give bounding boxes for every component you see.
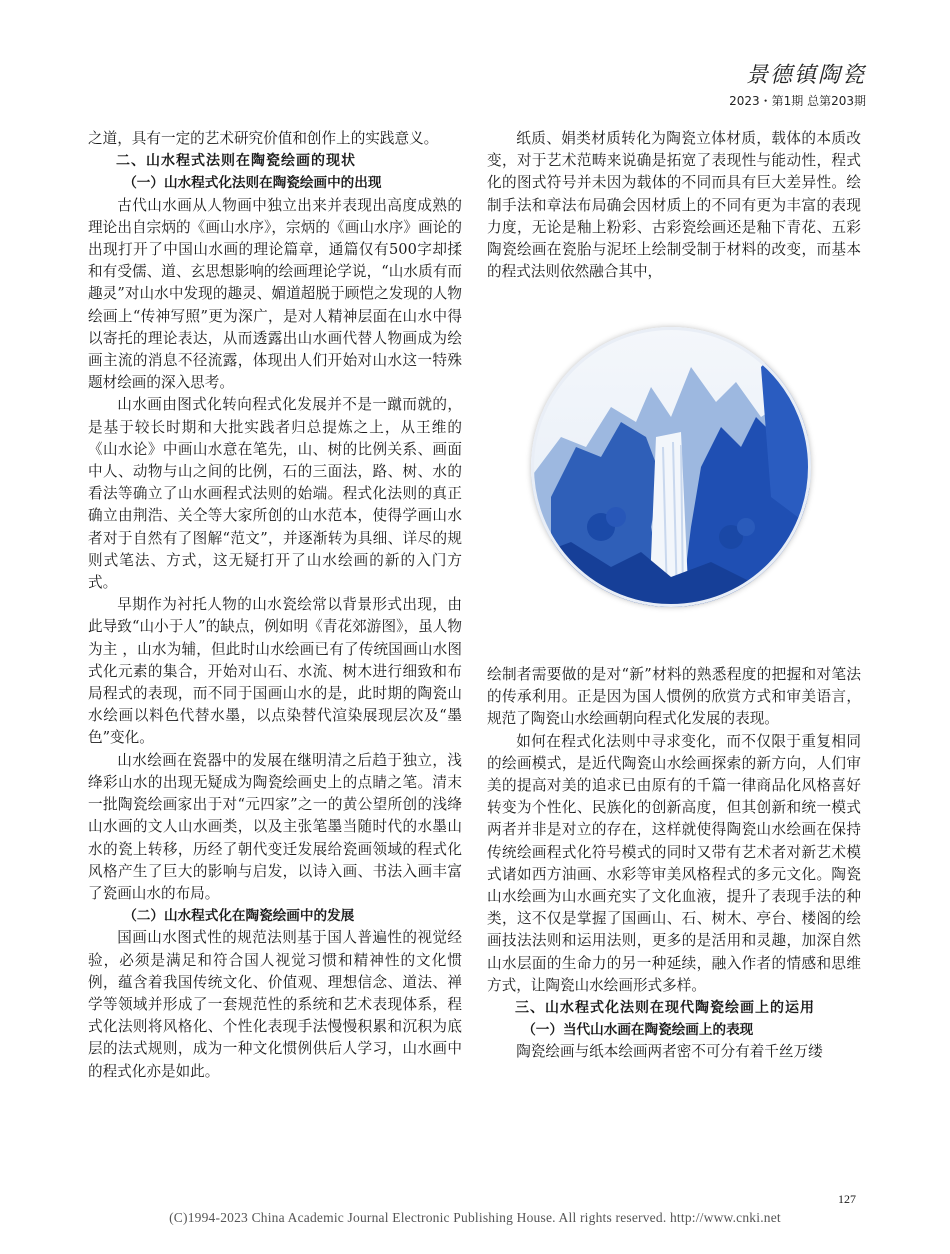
paragraph: 古代山水画从人物画中独立出来并表现出高度成熟的理论出自宗炳的《画山水序》，宗炳的《画山水序》画论的出现打开了中国山水画的理论篇章，通篇仅有500字却揉和有受儒、道、玄思想影响的绘画理论学说，“山水质有而趣灵”对山水中发现的趣灵、媚道超脱于顾恺之发现的人物绘画上“传神写照”更为深广，是对人精神层面在山水中得以寄托的理论表达，从而透露出山水画代替人物画成为绘画主流的消息不径流露，体现出人们开始对山水这一特殊题材绘画的深入思考。 [88, 196, 462, 392]
subsection-heading: （一）山水程式化法则在陶瓷绘画中的出现 [123, 175, 382, 192]
left-column [88, 128, 462, 1083]
right-column-bottom [487, 664, 861, 1064]
paragraph: 国画山水图式性的规范法则基于国人普遍性的视觉经验，必须是满足和符合国人视觉习惯和精神性的文化惯例，蕴含着我国传统文化、价值观、理想信念、道法、禅学等领域并形成了一套规范性的系统和艺术表现体系，程式化法则将风格化、个性化表现手法慢慢积累和沉积为底层的法式规则，成为一种文化惯例供后人学习，山水画中的程式化亦是如此。 [88, 929, 462, 1080]
right-column-top [487, 128, 861, 283]
paragraph: 纸质、娟类材质转化为陶瓷立体材质，载体的本质改变，对于艺术范畴来说确是拓宽了表现性与能动性，程式化的图式符号并未因为载体的不同而具有巨大差异性。绘制手法和章法布局确会因材质上的不同有更为丰富的表现力度，无论是釉上粉彩、古彩瓷绘画还是釉下青花、五彩陶瓷绘画在瓷胎与泥坯上绘制受制于材料的改变，而基本的程式法则依然融合其中， [487, 130, 861, 281]
subsection-heading: （二）山水程式化在陶瓷绘画中的发展 [123, 908, 355, 925]
section-heading: 三、山水程式化法则在现代陶瓷绘画上的运用 [515, 1000, 815, 1017]
subsection-heading: （一）当代山水画在陶瓷绘画上的表现 [522, 1022, 754, 1039]
paragraph: 绘制者需要做的是对“新”材料的熟悉程度的把握和对笔法的传承利用。正是因为国人惯例的欣赏方式和审美语言，规范了陶瓷山水绘画朝向程式化发展的表现。 [487, 666, 861, 728]
issue-info: 2023・第1期 总第203期 [729, 94, 866, 108]
paragraph: 山水画由图式化转向程式化发展并不是一蹴而就的，是基于较长时期和大批实践者归总提炼之上，从王维的《山水论》中画山水意在笔先，山、树的比例关系、画面中人、动物与山之间的比例，石的三面法，路、树、水的看法等确立了山水画程式法则的始端。程式化法则的真正确立由荆浩、关仝等大家所创的山水范本，使得学画山水者对于自然有了图解“范文”，并逐渐转为具细、详尽的规则式笔法、方式，这无疑打开了山水绘画的新的入门方式。 [88, 396, 462, 592]
section-heading: 二、山水程式法则在陶瓷绘画的现状 [116, 153, 356, 170]
copyright-footer: (C)1994-2023 China Academic Journal Electronic Publishing House. All rights reserved. http://www.cnki.net [169, 1210, 781, 1225]
porcelain-plate-image [531, 327, 811, 607]
landscape-painting-icon [531, 327, 811, 607]
paragraph: 山水绘画在瓷器中的发展在继明清之后趋于独立，浅绛彩山水的出现无疑成为陶瓷绘画史上的点睛之笔。清末一批陶瓷绘画家出于对“元四家”之一的黄公望所创的浅绛山水画的文人山水画类，以及主张笔墨当随时代的水墨山水的瓷上转移，历经了朝代变迁发展给瓷画领域的程式化风格产生了巨大的影响与启发，以诗入画、书法入画丰富了瓷画山水的布局。 [88, 751, 462, 902]
paragraph: 如何在程式化法则中寻求变化，而不仅限于重复相同的绘画模式，是近代陶瓷山水绘画探索的新方向，人们审美的提高对美的追求已由原有的千篇一律商品化风格喜好转变为个性化、民族化的创新高度，但其创新和统一模式两者并非是对立的存在，这样就使得陶瓷山水绘画在保持传统绘画程式化符号模式的同时又带有艺术者对新艺术模式诸如西方油画、水彩等审美风格程式的多元文化。陶瓷山水绘画为山水画充实了文化血液，提升了表现手法的种类，这不仅是掌握了国画山、石、树木、亭台、楼阁的绘画技法法则和运用法则，更多的是活用和灵趣，加深自然山水层面的生命力的另一种延续，融入作者的情感和思维方式，让陶瓷山水绘画形式多样。 [487, 732, 861, 994]
paragraph: 之道，具有一定的艺术研究价值和创作上的实践意义。 [88, 130, 439, 147]
page-number: 127 [838, 1192, 856, 1206]
journal-title: 景德镇陶瓷 [745, 63, 866, 88]
paragraph: 陶瓷绘画与纸本绘画两者密不可分有着千丝万缕 [516, 1043, 823, 1061]
paragraph: 早期作为衬托人物的山水瓷绘常以背景形式出现，由此导致“山小于人”的缺点，例如明《青花郊游图》，虽人物为主 ，山水为辅，但此时山水绘画已有了传统国画山水图式化元素的集合，开始对山石、水流、树木进行细致和布局程式的表现，而不同于国画山水的是，此时期的陶瓷山水绘画以料色代替水墨，以点染替代渲染展现层次及“墨色”变化。 [88, 596, 462, 747]
